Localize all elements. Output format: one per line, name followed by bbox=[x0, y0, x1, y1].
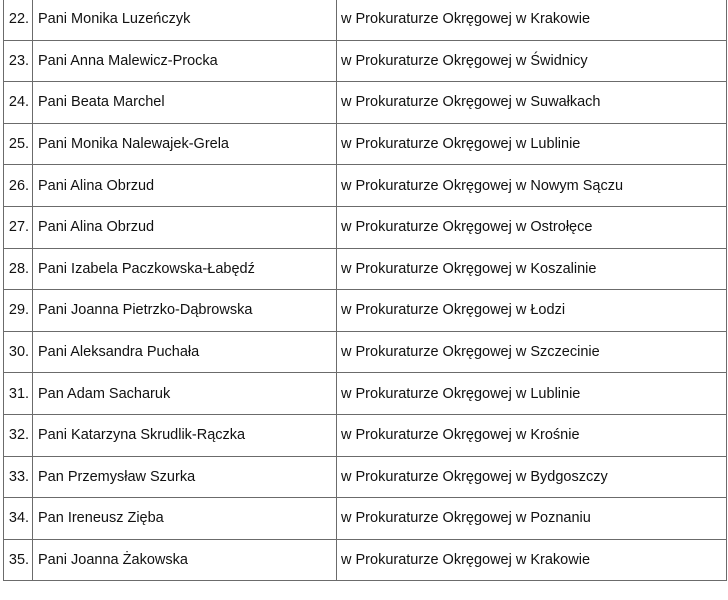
table-row bbox=[4, 0, 727, 40]
person-name: Pani Beata Marchel bbox=[33, 82, 337, 124]
table-row bbox=[4, 206, 727, 248]
person-name: Pani Joanna Pietrzko-Dąbrowska bbox=[33, 290, 337, 332]
office-name: w Prokuraturze Okręgowej w Bydgoszczy bbox=[337, 456, 727, 498]
person-name: Pani Katarzyna Skrudlik-Rączka bbox=[33, 414, 337, 456]
table-row bbox=[4, 290, 727, 332]
office-name: w Prokuraturze Okręgowej w Krakowie bbox=[337, 0, 727, 40]
table-row bbox=[4, 331, 727, 373]
row-number: 23. bbox=[4, 40, 33, 82]
office-name: w Prokuraturze Okręgowej w Koszalinie bbox=[337, 248, 727, 290]
person-name: Pani Aleksandra Puchała bbox=[33, 331, 337, 373]
prosecutors-table bbox=[3, 0, 727, 581]
table-row bbox=[4, 82, 727, 124]
person-name: Pani Monika Luzeńczyk bbox=[33, 0, 337, 40]
office-name: w Prokuraturze Okręgowej w Lublinie bbox=[337, 123, 727, 165]
office-name: w Prokuraturze Okręgowej w Łodzi bbox=[337, 290, 727, 332]
row-number: 35. bbox=[4, 539, 33, 581]
table-row bbox=[4, 40, 727, 82]
row-number: 26. bbox=[4, 165, 33, 207]
person-name: Pan Ireneusz Zięba bbox=[33, 498, 337, 540]
row-number: 25. bbox=[4, 123, 33, 165]
person-name: Pani Alina Obrzud bbox=[33, 165, 337, 207]
person-name: Pani Joanna Żakowska bbox=[33, 539, 337, 581]
table-row bbox=[4, 165, 727, 207]
office-name: w Prokuraturze Okręgowej w Krakowie bbox=[337, 539, 727, 581]
office-name: w Prokuraturze Okręgowej w Lublinie bbox=[337, 373, 727, 415]
table-row bbox=[4, 248, 727, 290]
table-row bbox=[4, 414, 727, 456]
office-name: w Prokuraturze Okręgowej w Świdnicy bbox=[337, 40, 727, 82]
table-row bbox=[4, 456, 727, 498]
person-name: Pani Izabela Paczkowska-Łabędź bbox=[33, 248, 337, 290]
office-name: w Prokuraturze Okręgowej w Szczecinie bbox=[337, 331, 727, 373]
table-row bbox=[4, 123, 727, 165]
office-name: w Prokuraturze Okręgowej w Nowym Sączu bbox=[337, 165, 727, 207]
row-number: 33. bbox=[4, 456, 33, 498]
person-name: Pani Alina Obrzud bbox=[33, 206, 337, 248]
row-number: 34. bbox=[4, 498, 33, 540]
office-name: w Prokuraturze Okręgowej w Suwałkach bbox=[337, 82, 727, 124]
person-name: Pan Adam Sacharuk bbox=[33, 373, 337, 415]
person-name: Pani Monika Nalewajek-Grela bbox=[33, 123, 337, 165]
office-name: w Prokuraturze Okręgowej w Poznaniu bbox=[337, 498, 727, 540]
table-row bbox=[4, 498, 727, 540]
row-number: 24. bbox=[4, 82, 33, 124]
row-number: 31. bbox=[4, 373, 33, 415]
row-number: 28. bbox=[4, 248, 33, 290]
table-row bbox=[4, 539, 727, 581]
table-row bbox=[4, 373, 727, 415]
row-number: 32. bbox=[4, 414, 33, 456]
office-name: w Prokuraturze Okręgowej w Ostrołęce bbox=[337, 206, 727, 248]
row-number: 30. bbox=[4, 331, 33, 373]
person-name: Pan Przemysław Szurka bbox=[33, 456, 337, 498]
office-name: w Prokuraturze Okręgowej w Krośnie bbox=[337, 414, 727, 456]
row-number: 29. bbox=[4, 290, 33, 332]
row-number: 22. bbox=[4, 0, 33, 40]
table-body bbox=[4, 0, 727, 581]
row-number: 27. bbox=[4, 206, 33, 248]
person-name: Pani Anna Malewicz-Procka bbox=[33, 40, 337, 82]
